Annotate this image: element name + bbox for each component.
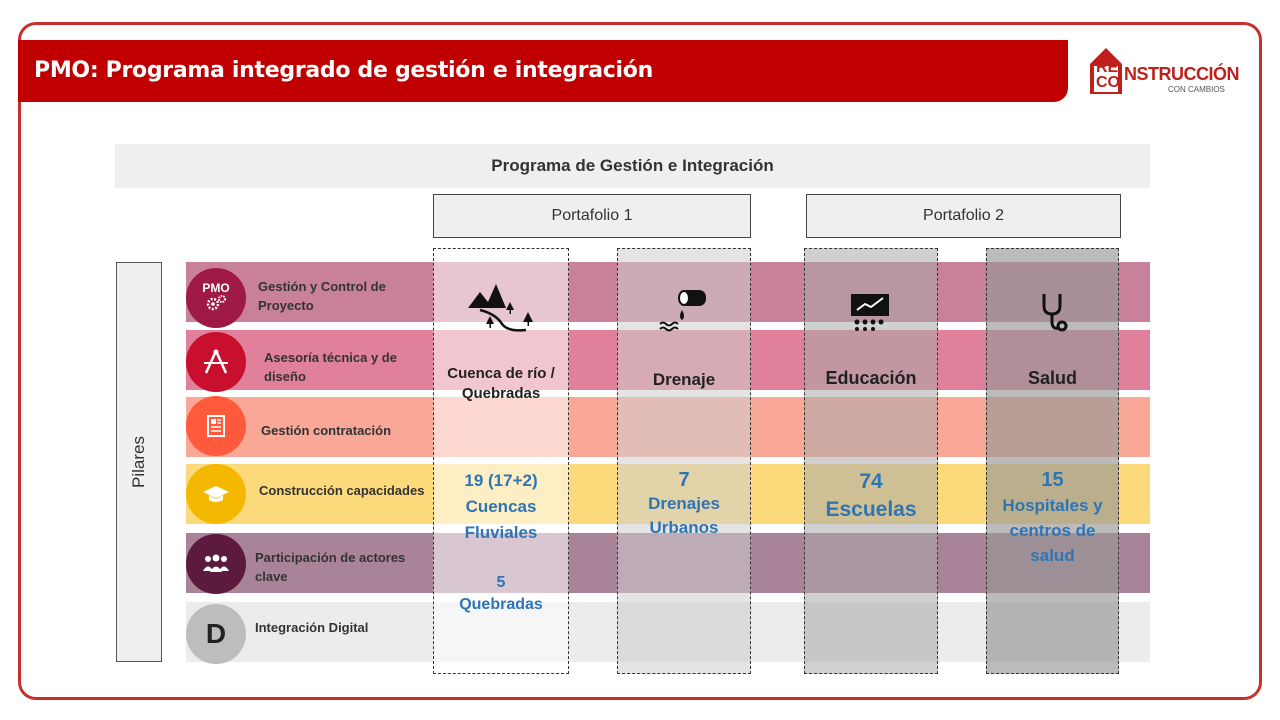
quebradas-unit: Quebradas (459, 596, 543, 613)
logo-brand: NSTRUCCIÓN (1124, 64, 1239, 84)
escuelas-value: 74 (859, 470, 883, 493)
slide-title: PMO: Programa integrado de gestión e integración (34, 58, 653, 83)
pillar-icon-contratacion (186, 396, 246, 456)
pillars-axis (116, 262, 162, 662)
column-label-drenaje: Drenaje (652, 370, 716, 389)
drenajes-unit: Drenajes Urbanos (648, 494, 720, 537)
pillar-label-contratacion: Gestión contratación (261, 423, 392, 438)
pillar-label-digital: Integración Digital (255, 620, 369, 635)
gears-icon (205, 294, 227, 312)
letter-d-icon: D (205, 618, 227, 649)
stethoscope-icon (1038, 290, 1070, 334)
contract-document-icon (205, 414, 227, 438)
pillar-icon-digital (186, 604, 246, 664)
logo-co: CO (1096, 74, 1120, 91)
pillar-icon-pmo (186, 268, 246, 328)
program-header: Programa de Gestión e Integración (115, 144, 1150, 188)
escuelas-value-block (804, 468, 938, 524)
drenajes-value-block (617, 468, 751, 540)
hospitales-unit: Hospitales y centros de salud (1002, 496, 1103, 565)
quebradas-value-block (437, 572, 565, 616)
portfolio-1: Portafolio 1 (433, 194, 751, 238)
logo-re: RE (1096, 59, 1119, 76)
hospitales-value-block (986, 468, 1119, 568)
pillar-label-capacidades: Construcción capacidades (259, 483, 425, 498)
escuelas-unit: Escuelas (825, 498, 917, 521)
compass-design-icon (201, 348, 231, 376)
pillar-icon-capacidades (186, 464, 246, 524)
people-group-icon (201, 553, 231, 575)
drenajes-value: 7 (678, 469, 690, 491)
pillar-label-participacion: Participación de actores clave (255, 550, 406, 584)
cuencas-value-block (437, 468, 565, 546)
column-label-educacion: Educación (825, 368, 917, 388)
mountain-river-icon (466, 280, 538, 336)
pillar-icon-asesoria (186, 332, 246, 392)
drain-pipe-icon (656, 284, 714, 334)
cuencas-value: 19 (17+2) (464, 471, 538, 490)
school-classroom-icon (849, 292, 893, 332)
graduation-cap-icon (202, 484, 230, 504)
pillar-label-asesoria: Asesoría técnica y de diseño (264, 350, 397, 384)
column-label-salud: Salud (1027, 368, 1077, 388)
pillars-label: Pilares (129, 436, 148, 488)
cuencas-unit: Cuencas Fluviales (464, 497, 538, 542)
portfolio-2: Portafolio 2 (806, 194, 1121, 238)
quebradas-value: 5 (496, 574, 506, 591)
logo-subtitle: CON CAMBIOS (1168, 85, 1225, 94)
pillar-icon-participacion (186, 534, 246, 594)
pillar-label-gestion-control: Gestión y Control de Proyecto (258, 279, 386, 313)
pmo-icon-text: PMO (202, 281, 230, 295)
reconstruccion-logo (1088, 44, 1238, 104)
hospitales-value: 15 (1041, 469, 1064, 491)
column-label-cuenca: Cuenca de río / Quebradas (447, 365, 555, 402)
